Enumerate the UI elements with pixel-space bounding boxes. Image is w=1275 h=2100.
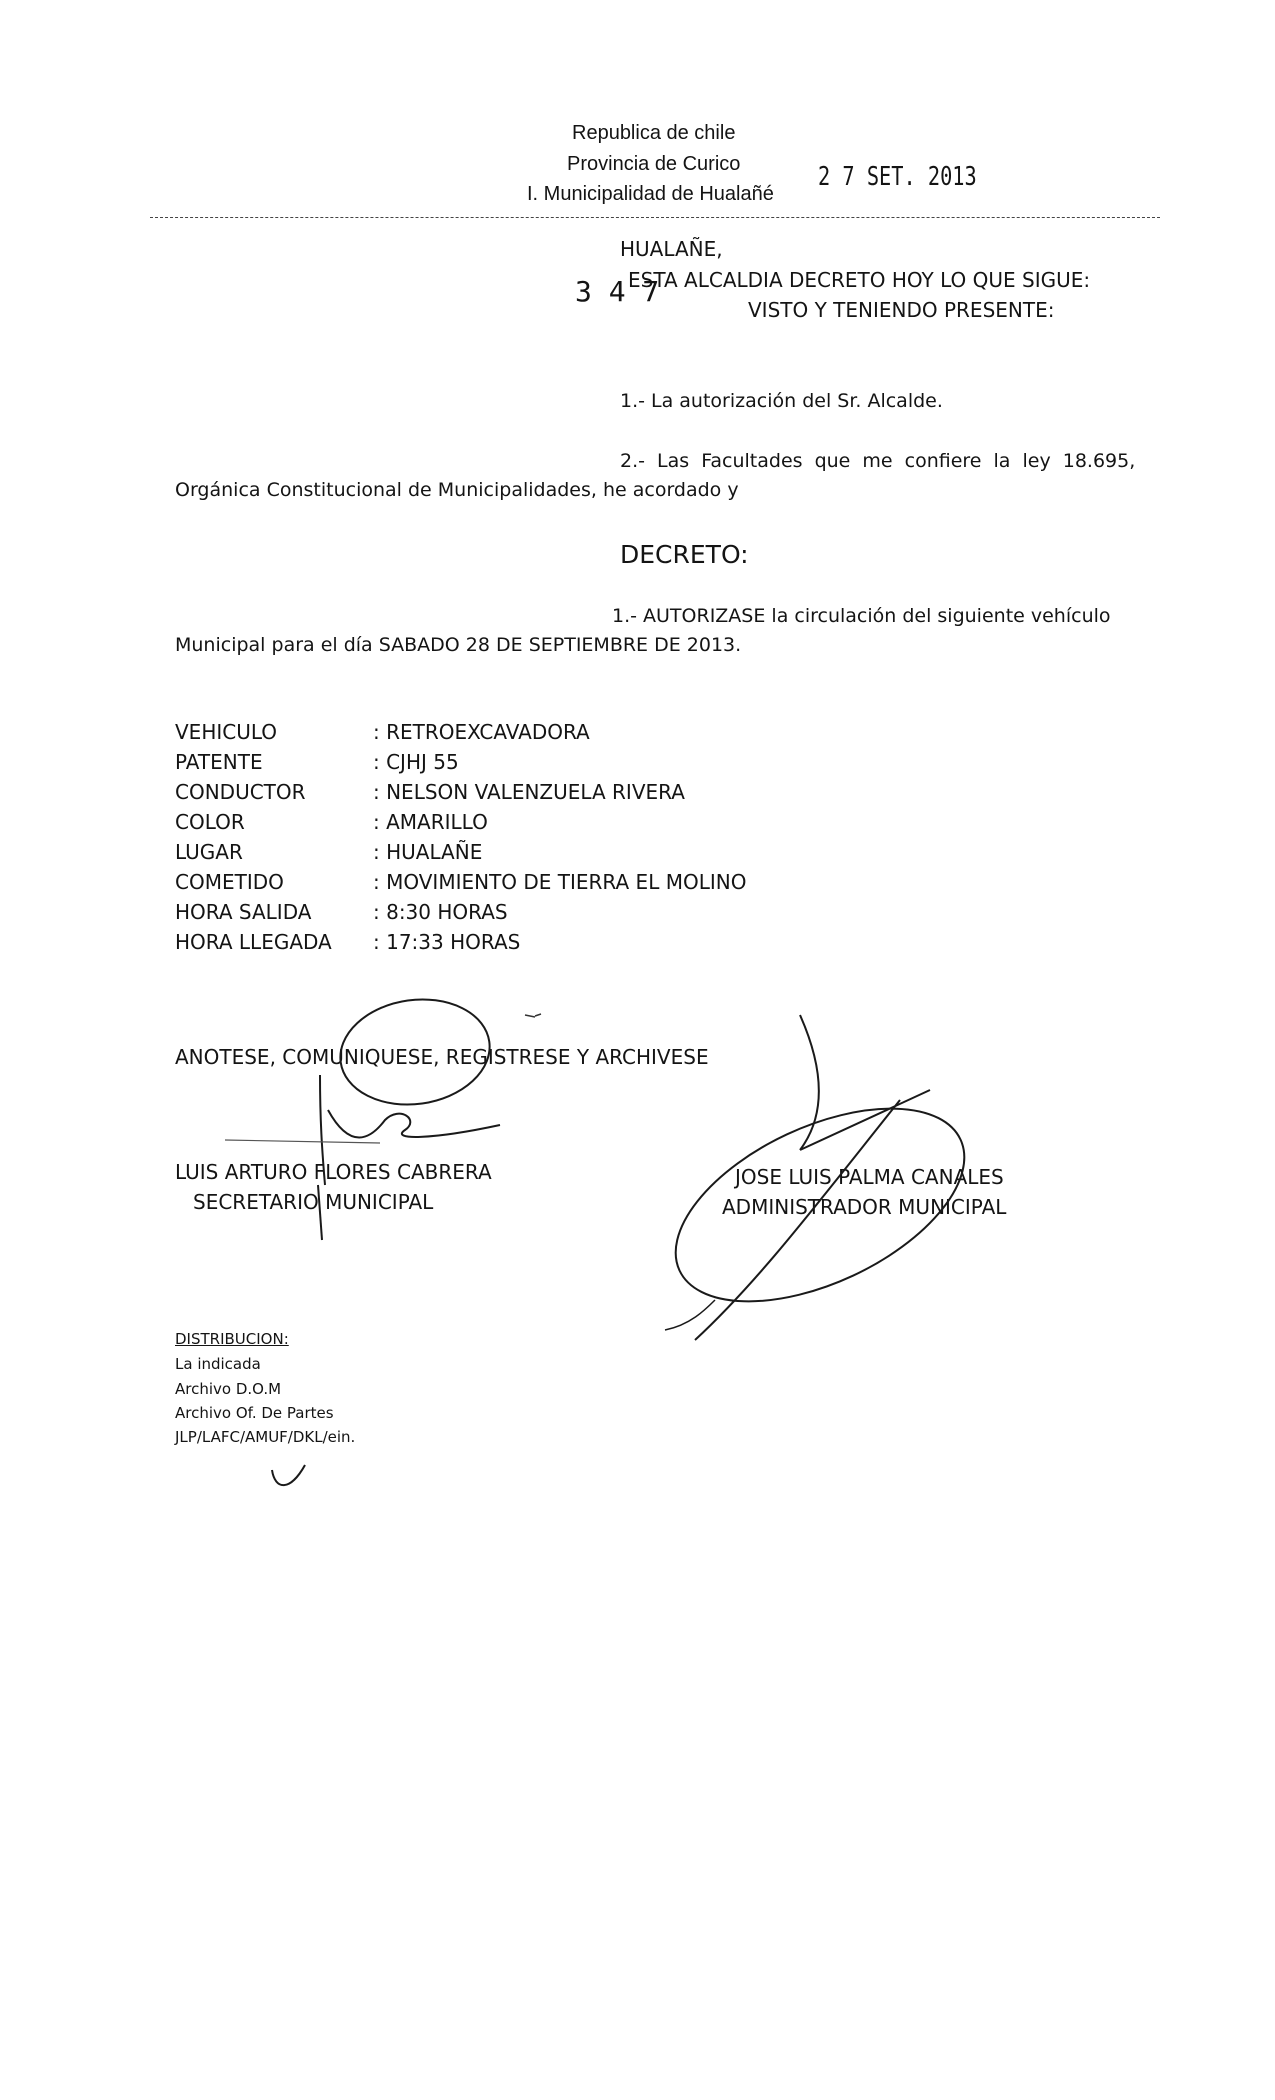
- letterhead-province: Provincia de Curico: [567, 153, 741, 175]
- field-label: COLOR: [175, 810, 245, 834]
- field-value: : HUALAÑE: [373, 840, 483, 864]
- distribution-heading: DISTRIBUCION:: [175, 1330, 289, 1348]
- right-signatory-title: ADMINISTRADOR MUNICIPAL: [722, 1195, 1007, 1219]
- distribution-item: JLP/LAFC/AMUF/DKL/ein.: [175, 1428, 356, 1446]
- field-value: : NELSON VALENZUELA RIVERA: [373, 780, 685, 804]
- left-signatory-name: LUIS ARTURO FLORES CABRERA: [175, 1160, 492, 1184]
- preamble-line-2: VISTO Y TENIENDO PRESENTE:: [748, 298, 1055, 322]
- consideration-2-line-1: 2.- Las Facultades que me confiere la ley 18.695,: [620, 450, 1136, 472]
- field-label: CONDUCTOR: [175, 780, 306, 804]
- preamble-line-1: ESTA ALCALDIA DECRETO HOY LO QUE SIGUE:: [628, 268, 1091, 292]
- field-value: : CJHJ 55: [373, 750, 459, 774]
- field-label: LUGAR: [175, 840, 243, 864]
- distribution-item: Archivo Of. De Partes: [175, 1404, 334, 1422]
- right-signatory-name: JOSE LUIS PALMA CANALES: [735, 1165, 1004, 1189]
- closing-formula: ANOTESE, COMUNIQUESE, REGISTRESE Y ARCHIVESE: [175, 1045, 709, 1069]
- field-value: : 17:33 HORAS: [373, 930, 521, 954]
- field-value: : RETROEXCAVADORA: [373, 720, 590, 744]
- field-label: HORA LLEGADA: [175, 930, 332, 954]
- decree-number: 3 4 7: [575, 275, 660, 308]
- field-value: : 8:30 HORAS: [373, 900, 508, 924]
- letterhead-country: Republica de chile: [572, 122, 736, 144]
- distribution-item: Archivo D.O.M: [175, 1380, 282, 1398]
- field-label: HORA SALIDA: [175, 900, 312, 924]
- left-signatory-title: SECRETARIO MUNICIPAL: [193, 1190, 434, 1214]
- consideration-2-line-2: Orgánica Constitucional de Municipalidades, he acordado y: [175, 479, 739, 501]
- field-label: PATENTE: [175, 750, 263, 774]
- decree-item-1-line-2: Municipal para el día SABADO 28 DE SEPTIEMBRE DE 2013.: [175, 634, 742, 656]
- field-label: COMETIDO: [175, 870, 284, 894]
- date-stamp: 2 7 SET. 2013: [818, 162, 977, 192]
- place-name: HUALAÑE,: [620, 237, 723, 261]
- field-label: VEHICULO: [175, 720, 278, 744]
- letterhead-municipality: I. Municipalidad de Hualañé: [527, 183, 774, 205]
- decree-item-1-line-1: 1.- AUTORIZASE la circulación del siguiente vehículo: [612, 605, 1111, 627]
- distribution-item: La indicada: [175, 1355, 261, 1373]
- decree-heading: DECRETO:: [620, 540, 749, 569]
- consideration-1: 1.- La autorización del Sr. Alcalde.: [620, 390, 943, 412]
- field-value: : MOVIMIENTO DE TIERRA EL MOLINO: [373, 870, 747, 894]
- field-value: : AMARILLO: [373, 810, 488, 834]
